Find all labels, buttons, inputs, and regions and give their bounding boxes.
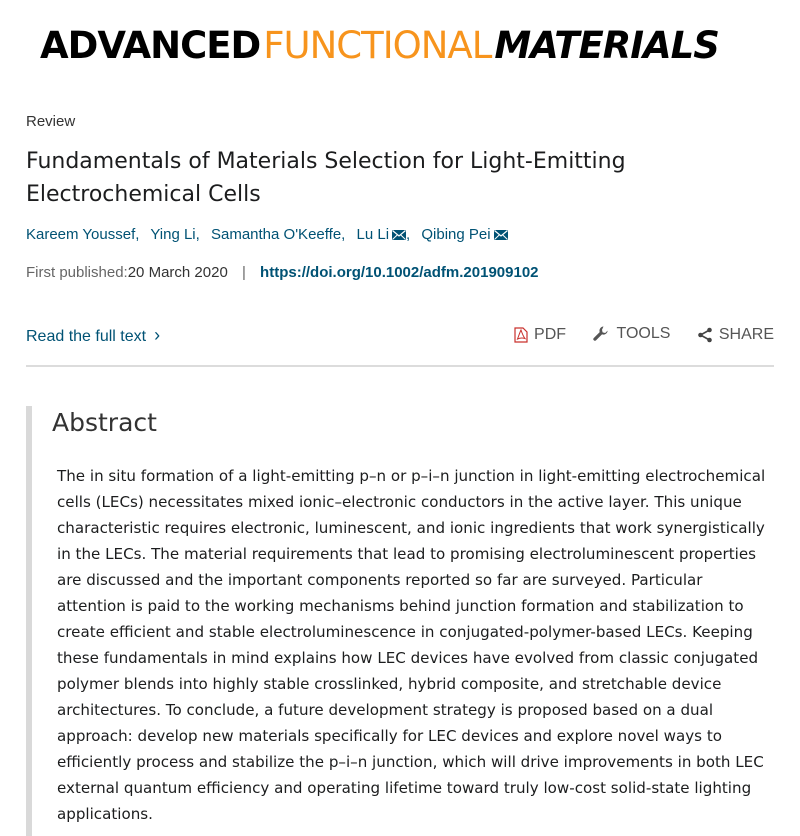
abstract-heading: Abstract [52,408,157,437]
article-type: Review [26,113,76,130]
pdf-button[interactable] [514,326,566,344]
author-link-youssef[interactable]: Kareem Youssef, [26,226,140,243]
author-link-pei[interactable] [421,226,507,243]
doi-link[interactable]: https://doi.org/10.1002/adfm.201909102 [260,264,539,281]
author-name-pei[interactable]: Qibing Pei [421,226,491,243]
article-tools-bar [492,325,774,348]
pdf-label[interactable]: PDF [534,326,567,343]
author-link-okeeffe[interactable]: Samantha O'Keeffe, [210,226,346,243]
published-date: 20 March 2020 [127,264,228,281]
tools-button[interactable] [592,325,670,343]
share-icon [697,327,713,343]
author-link-li-ying[interactable]: Ying Li, [150,226,200,243]
publication-info [26,264,539,281]
share-label[interactable]: SHARE [718,326,774,343]
published-label: First published: [26,264,128,281]
mail-icon[interactable] [494,230,508,240]
author-list [26,226,515,243]
masthead-word-advanced: ADVANCED [40,24,261,67]
author-separator: , [406,226,411,243]
article-title: Fundamentals of Materials Selection for Light-Emitting Electrochemical Cells [26,149,626,207]
mail-icon[interactable] [392,230,406,240]
chevron-right-icon: › [154,325,161,345]
read-full-text-label[interactable]: Read the full text [26,328,147,345]
read-full-text-link[interactable] [26,325,160,346]
share-button[interactable] [697,326,774,344]
wrench-icon [592,325,610,343]
abstract-text: The in situ formation of a light-emitting p–n or p–i–n junction in light-emitting electrochemical cells (LECs) necessitates mixed ionic–electronic conductors in the active layer. This unique characteristic requires electronic, luminescent, and ionic ingredients that work synergistically in the LECs. The material requirements that lead to promising electroluminescent properties are discussed and the important components reported so far are surveyed. Particular attention is paid to the working mechanisms behind junction formation and stabilization to create efficient and stable electroluminescence in conjugated-polymer-based LECs. Keeping these fundamentals in mind explains how LEC devices have evolved from classic conjugated polymer blends into highly stable crosslinked, hybrid composite, and stretchable device architectures. To conclude, a future development strategy is proposed based on a dual approach: develop new materials specifically for LEC devices and explore novel ways to efficiently process and stabilize the p–i–n junction, which will drive improvements in both LEC external quantum efficiency and operating lifetime toward truly low-cost solid-state lighting applications. [57,467,766,823]
masthead-word-materials: MATERIALS [494,24,719,67]
tools-label[interactable]: TOOLS [616,325,671,342]
pdf-icon [514,327,528,343]
info-separator: | [241,264,246,281]
author-name-li-lu[interactable]: Lu Li [356,226,390,243]
section-divider [26,365,774,367]
author-link-li-lu[interactable] [357,226,411,243]
abstract-section [26,406,774,836]
journal-masthead[interactable] [40,26,719,66]
masthead-word-functional: FUNCTIONAL [263,24,492,67]
